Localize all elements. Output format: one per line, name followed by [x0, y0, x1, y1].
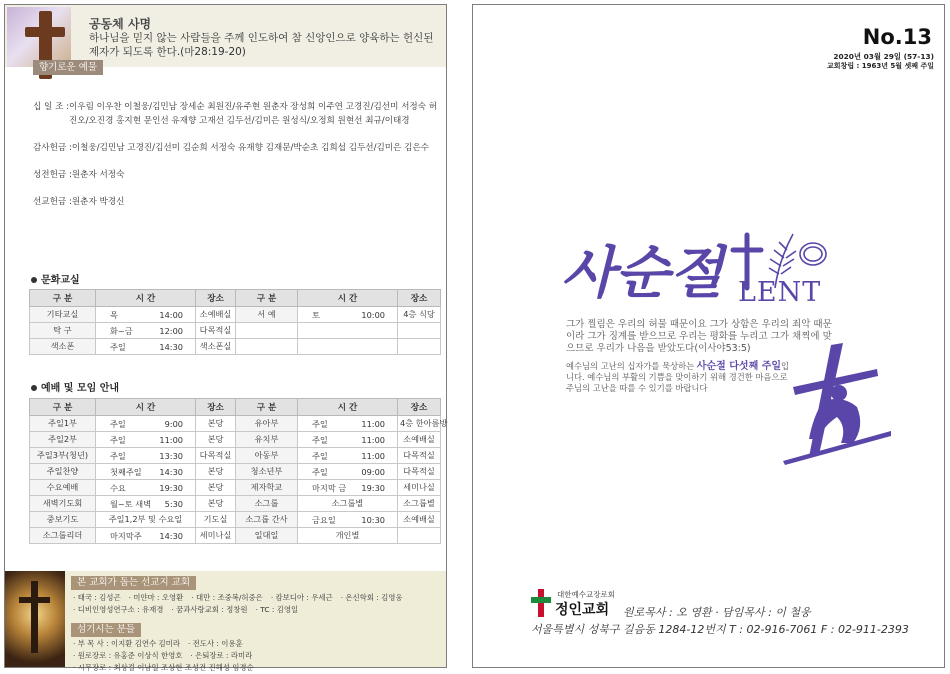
list-entry: · 대만 : 조중복/허중은 [191, 593, 263, 602]
table-cell [298, 339, 398, 355]
culture-title: 문화교실 [31, 271, 80, 286]
time-day: 첫째주일 [110, 467, 142, 477]
denomination: 대한예수교장로회 [557, 590, 615, 599]
offering-tag: 향기로운 예물 [33, 60, 103, 75]
table-row [30, 307, 441, 323]
table-cell: 주일1부 [30, 416, 96, 432]
table-cell: 소예배실 [398, 512, 441, 528]
table-cell: 서 예 [236, 307, 298, 323]
table-cell [398, 528, 441, 544]
table-cell: 기도실 [196, 512, 236, 528]
list-entry: · 태국 : 김성곤 [73, 593, 121, 602]
table-row [30, 464, 441, 480]
table-header-cell: 시 간 [298, 290, 398, 307]
table-cell [236, 339, 298, 355]
church-logo-icon [531, 589, 551, 617]
time-day: 주일 [110, 435, 126, 445]
time-day: 주일 [312, 467, 328, 477]
table-cell: 청소년부 [236, 464, 298, 480]
table-row [30, 528, 441, 544]
table-header-row [30, 290, 441, 307]
time-hour: 14:30 [159, 467, 183, 477]
table-cell: 주일3부(청년) [30, 448, 96, 464]
mission-text: 하나님을 믿지 않는 사람들을 주께 인도하여 참 신앙인으로 양육하는 헌신된 제자가 되도록 한다.(마28:19-20) [89, 32, 434, 58]
table-cell: 색소폰 [30, 339, 96, 355]
time-hour: 14:30 [159, 531, 183, 541]
lent-korean-title: 사순절 [561, 240, 724, 306]
table-header-cell: 구 분 [236, 399, 298, 416]
table-header-cell: 장소 [398, 399, 441, 416]
table-cell: 소그룹 [236, 496, 298, 512]
table-cell: 4층 식당 [398, 307, 441, 323]
table-cell [96, 480, 196, 496]
table-row [30, 323, 441, 339]
table-cell: 유아부 [236, 416, 298, 432]
time-hour: 19:30 [361, 483, 385, 493]
list-entry: · 캄보디아 : 우세근 [270, 593, 333, 602]
table-cell [96, 496, 196, 512]
table-cell: 일대일 [236, 528, 298, 544]
table-row [30, 480, 441, 496]
table-cell: 소그룹 간사 [236, 512, 298, 528]
list-item [73, 650, 443, 674]
table-cell [298, 512, 398, 528]
table-cell: 세미나실 [398, 480, 441, 496]
table-cell [236, 323, 298, 339]
time-day: 마지막 금 [312, 483, 347, 493]
left-page [4, 4, 448, 672]
table-row [30, 448, 441, 464]
bullet-icon [31, 277, 37, 283]
list-entry: · 전도사 : 이용훈 [187, 639, 243, 648]
table-header-cell: 장소 [196, 399, 236, 416]
footer [5, 571, 446, 672]
mission-title: 공동체 사명 [89, 17, 152, 31]
table-cell: 유치부 [236, 432, 298, 448]
table-cell [298, 307, 398, 323]
time-day: 주일 [110, 342, 126, 352]
time-hour: 9:00 [164, 419, 183, 429]
table-cell [96, 448, 196, 464]
table-cell: 주일2부 [30, 432, 96, 448]
table-cell: 소그룹별 [298, 496, 398, 512]
table-cell [96, 416, 196, 432]
lent-english-title: LENT [738, 277, 822, 308]
table-cell: 제자학교 [236, 480, 298, 496]
list-entry: · 부 목 사 : 이지환 김연수 김미라 [73, 639, 180, 648]
table-cell [96, 432, 196, 448]
table-cell: 본당 [196, 432, 236, 448]
church-name: 정인교회 [555, 602, 610, 618]
pastors: 원로목사 : 오 영환 · 담임목사 : 이 철웅 [623, 606, 811, 619]
table-cell [298, 480, 398, 496]
time-day: 주일 [312, 435, 328, 445]
table-cell [96, 339, 196, 355]
offering-row-thanks: 감사헌금 : 이철웅/김민남 고경진/김선미 김순희 서정숙 유재향 김재문/박순초 김희섭 김두선/김미은 김은수 [33, 143, 430, 153]
lent-message: 예수님의 고난의 십자가를 묵상하는 사순절 다섯째 주일입니다. 예수님의 부활의 기쁨을 맞이하기 위해 경건한 마음으로 주님의 고난을 따를 수 있기를 바랍니다 [566, 361, 790, 393]
table-cell: 다목적실 [196, 448, 236, 464]
table-cell: 다목적실 [398, 448, 441, 464]
right-page [472, 4, 945, 668]
offering-row-tithe: 십 일 조 : 이우림 이우찬 이철웅/김민남 장세순 최원진/유주현 원춘자 장성희 이주연 고경진/김선미 서정숙 허진오/오진경 홍지현 문인선 유재향 고재선 김두선/김미은 원성식/오정희 원현선 최규/이태경 [33, 102, 438, 126]
cross-bearer-illustration [773, 335, 893, 465]
table-cell [298, 448, 398, 464]
table-cell [298, 464, 398, 480]
time-hour: 10:00 [361, 310, 385, 320]
table-header-cell: 시 간 [96, 399, 196, 416]
list-entry: · 꿈과사랑교회 : 정창원 [171, 605, 248, 614]
time-day: 마지막주 [110, 531, 142, 541]
time-hour: 14:30 [159, 342, 183, 352]
table-row [30, 512, 441, 528]
time-hour: 11:00 [159, 435, 183, 445]
table-cell: 기타교실 [30, 307, 96, 323]
culture-table [29, 289, 441, 355]
servants-list [73, 638, 443, 674]
table-header-row [30, 399, 441, 416]
table-header-cell: 장소 [398, 290, 441, 307]
worship-title: 예배 및 모임 안내 [31, 379, 119, 394]
table-header-cell: 구 분 [30, 290, 96, 307]
table-cell: 다목적실 [196, 323, 236, 339]
list-entry: · 디비인영성연구소 : 유재경 [73, 605, 164, 614]
table-cell [398, 323, 441, 339]
table-cell: 색소폰실 [196, 339, 236, 355]
list-entry: · 미얀마 : 오영환 [128, 593, 184, 602]
list-entry: · TC : 김영일 [255, 605, 299, 614]
cross-photo [5, 571, 65, 667]
table-cell: 주일찬양 [30, 464, 96, 480]
crown-of-thorns-icon [800, 243, 826, 265]
table-row [30, 432, 441, 448]
table-cell [298, 323, 398, 339]
time-day: 주일 [312, 451, 328, 461]
table-cell: 소예배실 [398, 432, 441, 448]
list-entry: · 원로장로 : 유홍준 이상식 한영호 [73, 651, 183, 660]
table-header-cell: 구 분 [30, 399, 96, 416]
founding-date: 교회창립 : 1963년 5월 셋째 주일 [827, 62, 934, 70]
time-day: 화~금 [110, 326, 133, 336]
list-entry: · 온신학회 : 김영웅 [340, 593, 403, 602]
table-cell: 중보기도 [30, 512, 96, 528]
time-hour: 11:00 [361, 451, 385, 461]
time-day: 주일 [110, 419, 126, 429]
table-cell: 소그룹별 [398, 496, 441, 512]
table-header-cell: 시 간 [96, 290, 196, 307]
time-day: 주일 [110, 451, 126, 461]
scripture-verse: 그가 찔림은 우리의 허물 때문이요 그가 상함은 우리의 죄악 때문이라 그가 징계를 받으므로 우리는 평화를 누리고 그가 채찍에 맞으므로 우리가 나음을 받았도다(이사야53:5) [566, 319, 832, 354]
table-row [30, 339, 441, 355]
table-cell [96, 307, 196, 323]
time-day: 금요일 [312, 515, 336, 525]
table-cell: 소예배실 [196, 307, 236, 323]
offering-list [33, 100, 443, 222]
table-cell: 수요예배 [30, 480, 96, 496]
table-cell: 다목적실 [398, 464, 441, 480]
time-hour: 13:30 [159, 451, 183, 461]
church-address: 서울특별시 성북구 길음동 1284-12번지 T : 02-916-7061 F : 02-911-2393 [531, 623, 909, 636]
table-row [30, 416, 441, 432]
table-cell [298, 432, 398, 448]
list-entry: · 은퇴장로 : 라미라 [190, 651, 253, 660]
table-cell: 본당 [196, 464, 236, 480]
bullet-icon [31, 385, 37, 391]
table-cell: 탁 구 [30, 323, 96, 339]
table-cell: 본당 [196, 416, 236, 432]
issue-number: No.13 [862, 25, 932, 49]
time-hour: 5:30 [164, 499, 183, 509]
worship-table [29, 398, 448, 544]
table-cell: 소그룹리더 [30, 528, 96, 544]
time-day: 주일 [312, 419, 328, 429]
time-day: 월~토 새벽 [110, 499, 152, 509]
table-cell [298, 416, 398, 432]
table-cell [96, 464, 196, 480]
list-item [73, 604, 443, 616]
table-row [30, 496, 441, 512]
table-cell [96, 323, 196, 339]
bulletin-date: 2020년 03월 29일 (57-13) [833, 52, 934, 61]
time-hour: 10:30 [361, 515, 385, 525]
cross-photo [7, 7, 71, 67]
servants-title: 섬기시는 분들 [71, 623, 141, 637]
time-day: 토 [312, 310, 320, 320]
table-cell: 아동부 [236, 448, 298, 464]
list-item [73, 638, 443, 650]
mission-header [5, 5, 446, 67]
table-cell: 본당 [196, 480, 236, 496]
table-header-cell: 장소 [196, 290, 236, 307]
time-hour: 12:00 [159, 326, 183, 336]
table-header-cell: 구 분 [236, 290, 298, 307]
list-entry: · 시무장로 : 최상걸 이남일 조상현 조성건 진해성 임경순 [73, 663, 254, 672]
time-day: 수요 [110, 483, 126, 493]
time-hour: 19:30 [159, 483, 183, 493]
time-hour: 09:00 [361, 467, 385, 477]
table-cell [398, 339, 441, 355]
mission-churches-title: 본 교회가 돕는 선교지 교회 [71, 576, 196, 590]
time-hour: 14:00 [159, 310, 183, 320]
lent-week-highlight: 사순절 다섯째 주일 [696, 361, 782, 372]
time-hour: 11:00 [361, 419, 385, 429]
cross-icon [31, 581, 38, 653]
time-hour: 11:00 [361, 435, 385, 445]
table-cell: 새벽기도회 [30, 496, 96, 512]
table-cell [96, 528, 196, 544]
table-cell: 본당 [196, 496, 236, 512]
table-cell: 주일1,2부 및 수요일 [96, 512, 196, 528]
table-cell: 4층 한아름방 [398, 416, 441, 432]
list-item [73, 592, 443, 604]
table-cell: 개인별 [298, 528, 398, 544]
time-day: 목 [110, 310, 118, 320]
offering-row-building: 성전헌금 : 원춘자 서정숙 [33, 170, 125, 180]
table-cell: 세미나실 [196, 528, 236, 544]
offering-row-mission: 선교헌금 : 원춘자 박경신 [33, 197, 125, 207]
table-header-cell: 시 간 [298, 399, 398, 416]
mission-churches-list [73, 592, 443, 616]
